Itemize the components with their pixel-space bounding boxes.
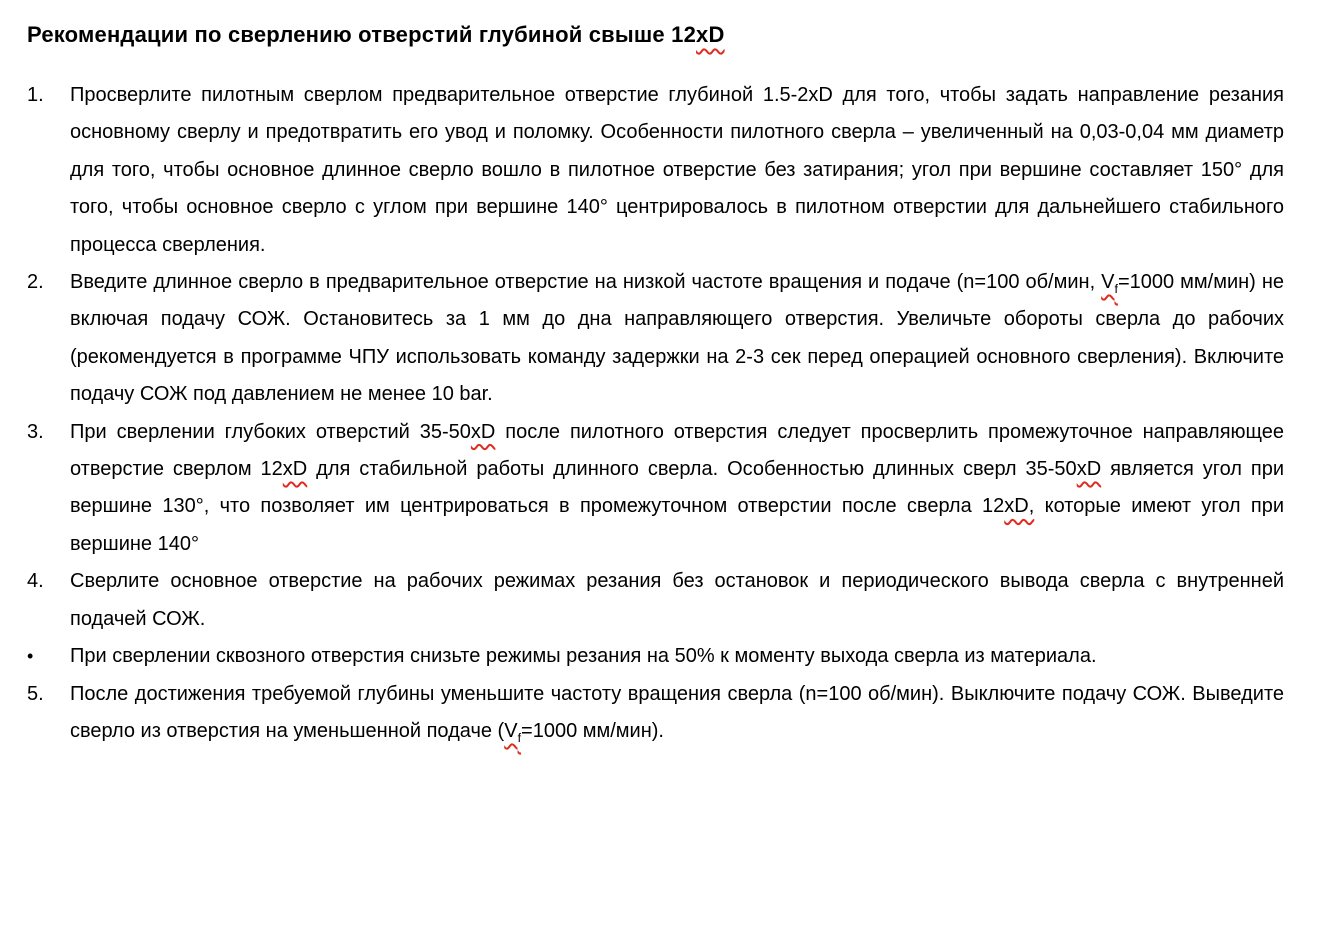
text-run: При сверлении глубоких отверстий 35-50: [70, 420, 471, 443]
list-item-number: 1.: [27, 84, 44, 106]
list-item: [27, 264, 1284, 414]
misspelled-text: f: [1114, 282, 1118, 297]
text-run: для стабильной работы длинного сверла. Особенностью длинных сверл 35-50: [307, 458, 1077, 481]
page-title: [27, 20, 1284, 50]
list-item-number: 3.: [27, 420, 44, 443]
misspelled-text: xD: [282, 458, 308, 481]
list-item: [27, 414, 1284, 564]
misspelled-text: xD,: [1004, 495, 1035, 518]
text-run: =1000 мм/мин) не включая подачу СОЖ. Остановитесь за 1 мм до дна направляющего отверстия. Увеличьте обороты сверла до рабочих (рекомендуется в программе ЧПУ использовать команду задержки на 2-3 сек перед операцией основного сверления). Включите подачу СОЖ под давлением не менее 10 bar.: [70, 271, 1284, 406]
list-item-text: [70, 563, 1284, 638]
list-item-number: 2.: [27, 271, 44, 294]
list-item-number: 4.: [27, 570, 44, 593]
misspelled-text: xD: [1076, 458, 1102, 481]
text-run: является угол при вершине 130°, что позволяет им центрироваться в промежуточном отверстии после сверла 12: [70, 458, 1284, 518]
text-run: которые имеют угол при вершине 140°: [70, 495, 1284, 555]
text-run: Просверлите пилотным сверлом предварительное отверстие глубиной 1.5-2xD для того, чтобы задать направление резания основному сверлу и предотвратить его увод и поломку. Особенности пилотного сверла – увеличенный на 0,03-0,04 мм диаметр для того, чтобы основное длинное сверло вошло в пилотное отверстие без затирания; угол при вершине составляет 150° для того, чтобы основное сверло с углом при вершине 140° центрировалось в пилотном отверстии для дальнейшего стабильного процесса сверления.: [70, 84, 1284, 256]
list-item: [27, 77, 1284, 264]
text-run: При сверлении сквозного отверстия снизьте режимы резания на 50% к моменту выхода сверла из материала.: [70, 645, 1097, 668]
misspelled-text: V: [1101, 271, 1115, 294]
list-item-text: [70, 77, 1284, 264]
list-item-text: [70, 676, 1284, 751]
text-run: После достижения требуемой глубины уменьшите частоту вращения сверла (n=100 об/мин). Выключите подачу СОЖ. Выведите сверло из отверстия на уменьшенной подаче (: [70, 682, 1284, 742]
list-item-number: 5.: [27, 682, 44, 705]
list-item: [27, 563, 1284, 638]
text-run: Сверлите основное отверстие на рабочих режимах резания без остановок и периодического вывода сверла с внутренней подачей СОЖ.: [70, 570, 1284, 630]
misspelled-text: xD: [696, 22, 725, 47]
misspelled-text: V: [504, 719, 518, 742]
recommendations-list: [27, 77, 1284, 750]
list-item-text: [70, 638, 1284, 675]
list-item: [27, 676, 1284, 751]
list-item: [27, 638, 1284, 675]
text-run: после пилотного отверстия следует просверлить промежуточное направляющее отверстие сверлом 12: [70, 420, 1285, 481]
list-item-text: [70, 264, 1284, 414]
list-item-bullet: •: [27, 646, 34, 667]
list-item-text: [70, 414, 1284, 564]
misspelled-text: f: [517, 730, 522, 745]
text-run: Рекомендации по сверлению отверстий глубиной свыше 12: [27, 22, 697, 47]
text-run: =1000 мм/мин).: [521, 719, 664, 742]
text-run: Введите длинное сверло в предварительное отверстие на низкой частоте вращения и подаче (n=100 об/мин,: [70, 271, 1102, 294]
misspelled-text: xD: [470, 420, 496, 443]
